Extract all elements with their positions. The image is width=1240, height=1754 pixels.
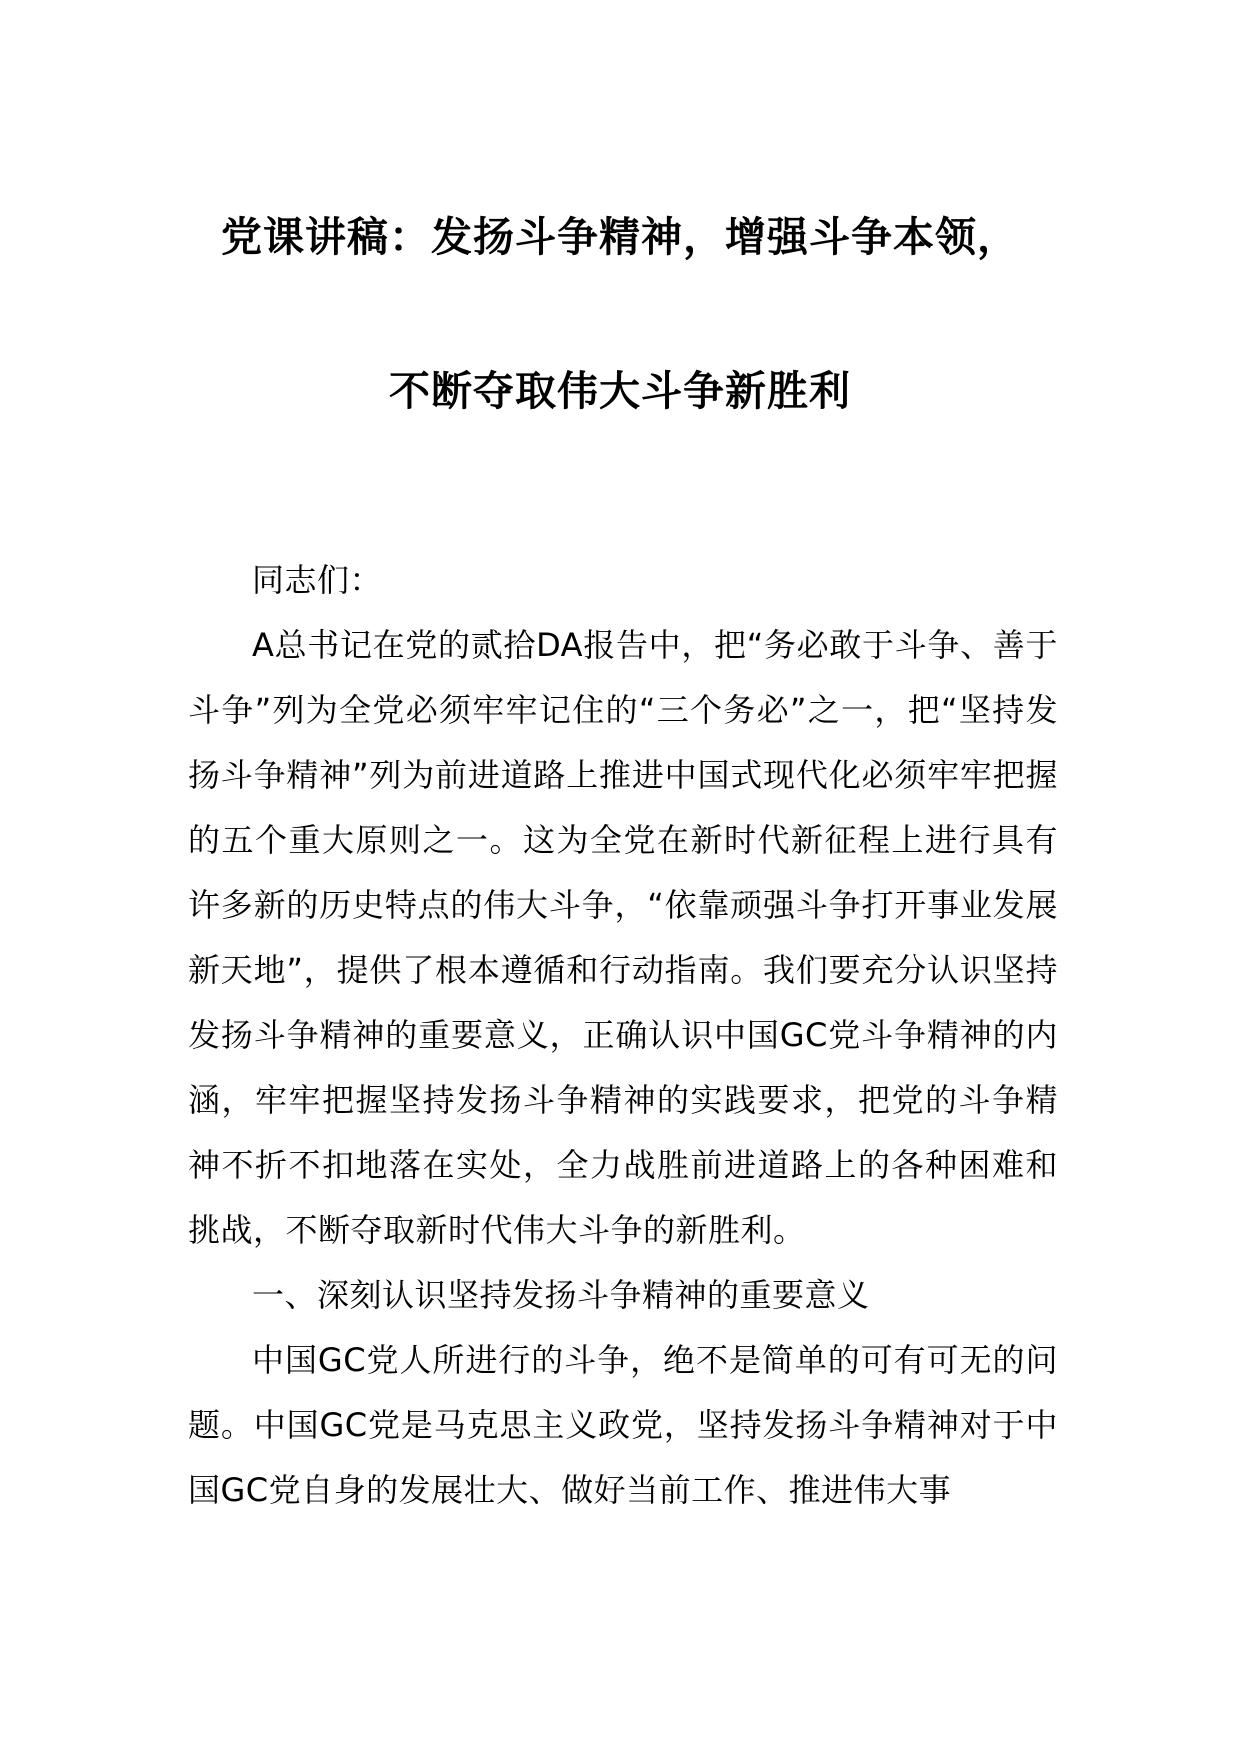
section-paragraph: 中国GC党人所进行的斗争，绝不是简单的可有可无的问题。中国GC党是马克思主义政党，坚持发扬斗争精神对于中国GC党自身的发展壮大、做好当前工作、推进伟大事 <box>188 1341 1058 1509</box>
section-heading: 一、深刻认识坚持发扬斗争精神的重要意义 <box>252 1276 870 1314</box>
intro-paragraph: A总书记在党的贰拾DA报告中，把“务必敢于斗争、善于斗争”列为全党必须牢牢记住的“三个务必”之一，把“坚持发扬斗争精神”列为前进道路上推进中国式现代化必须牢牢把握的五个重大原则之一。这为全党在新时代新征程上进行具有许多新的历史特点的伟大斗争，“依靠顽强斗争打开事业发展新天地”，提供了根本遵循和行动指南。我们要充分认识坚持发扬斗争精神的重要意义，正确认识中国GC党斗争精神的内涵，牢牢把握坚持发扬斗争精神的实践要求，把党的斗争精神不折不扣地落在实处，全力战胜前进道路上的各种困难和挑战，不断夺取新时代伟大斗争的新胜利。 <box>188 626 1058 1249</box>
document-body <box>188 548 1058 1523</box>
document-title-line-2: 不断夺取伟大斗争新胜利 <box>389 367 851 415</box>
document-title-line-1: 党课讲稿：发扬斗争精神，增强斗争本领， <box>221 213 1019 261</box>
salutation-paragraph: 同志们： <box>252 561 383 599</box>
